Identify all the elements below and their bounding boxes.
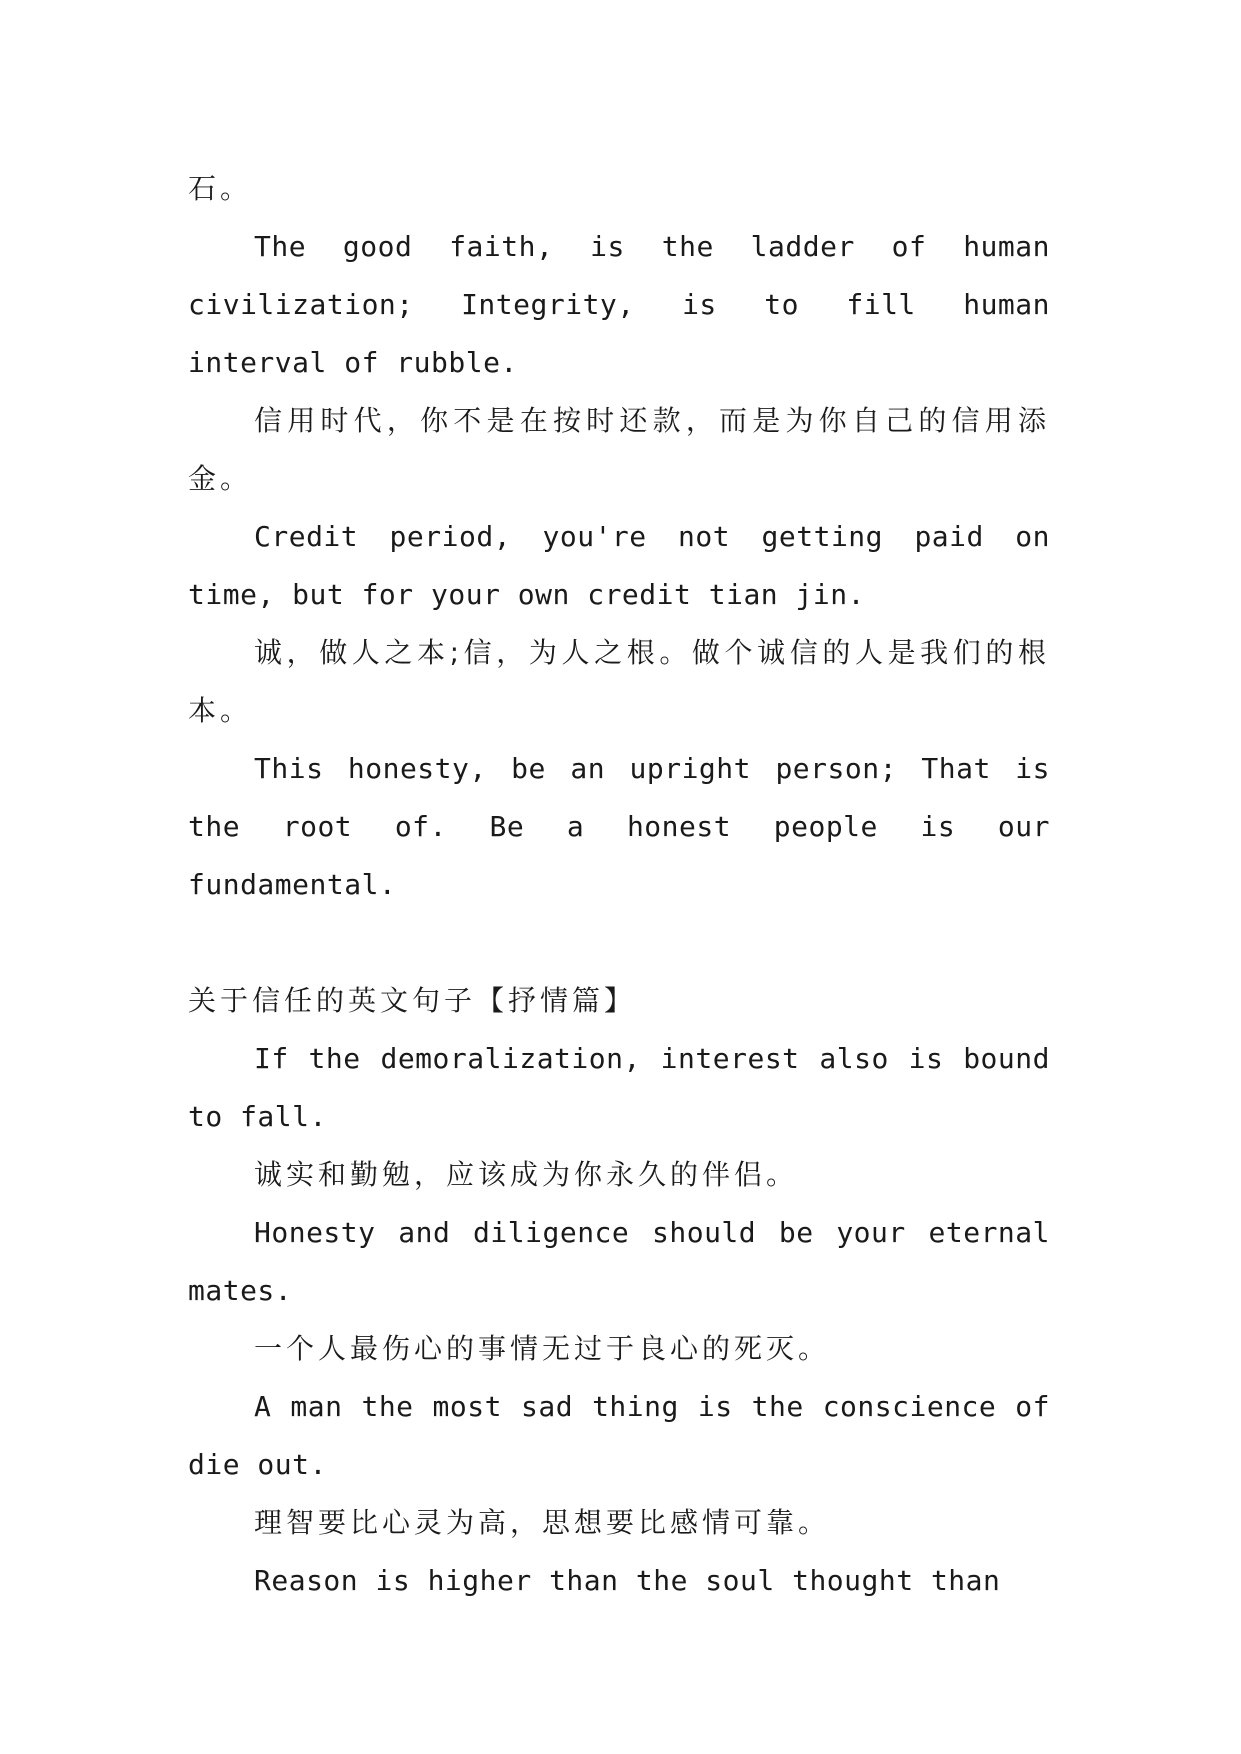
paragraph-zh: 信用时代，你不是在按时还款，而是为你自己的信用添金。	[188, 404, 1050, 495]
paragraph-en: Credit period, you're not getting paid on time, but for your own credit tian jin.	[188, 520, 1050, 611]
paragraph-en: This honesty, be an upright person; That is the root of. Be a honest people is our fundamental.	[188, 752, 1050, 901]
paragraph-en: Honesty and diligence should be your eternal mates.	[188, 1216, 1050, 1307]
paragraph-zh: 一个人最伤心的事情无过于良心的死灭。	[254, 1332, 831, 1365]
paragraph-zh: 诚实和勤勉，应该成为你永久的伴侣。	[254, 1158, 799, 1191]
paragraph-zh: 理智要比心灵为高，思想要比感情可靠。	[254, 1506, 831, 1539]
section-spacer	[188, 914, 1050, 972]
document-body	[188, 160, 1050, 1610]
paragraph-zh: 石。	[188, 172, 253, 205]
paragraph-en: The good faith, is the ladder of human civilization; Integrity, is to fill human interval of rubble.	[188, 230, 1050, 379]
paragraph-en: If the demoralization, interest also is bound to fall.	[188, 1042, 1050, 1133]
paragraph-en: Reason is higher than the soul thought than	[254, 1564, 1001, 1597]
paragraph-en: A man the most sad thing is the conscience of die out.	[188, 1390, 1050, 1481]
paragraph-zh: 诚，做人之本;信，为人之根。做个诚信的人是我们的根本。	[188, 636, 1050, 727]
section-heading: 关于信任的英文句子【抒情篇】	[188, 984, 637, 1017]
